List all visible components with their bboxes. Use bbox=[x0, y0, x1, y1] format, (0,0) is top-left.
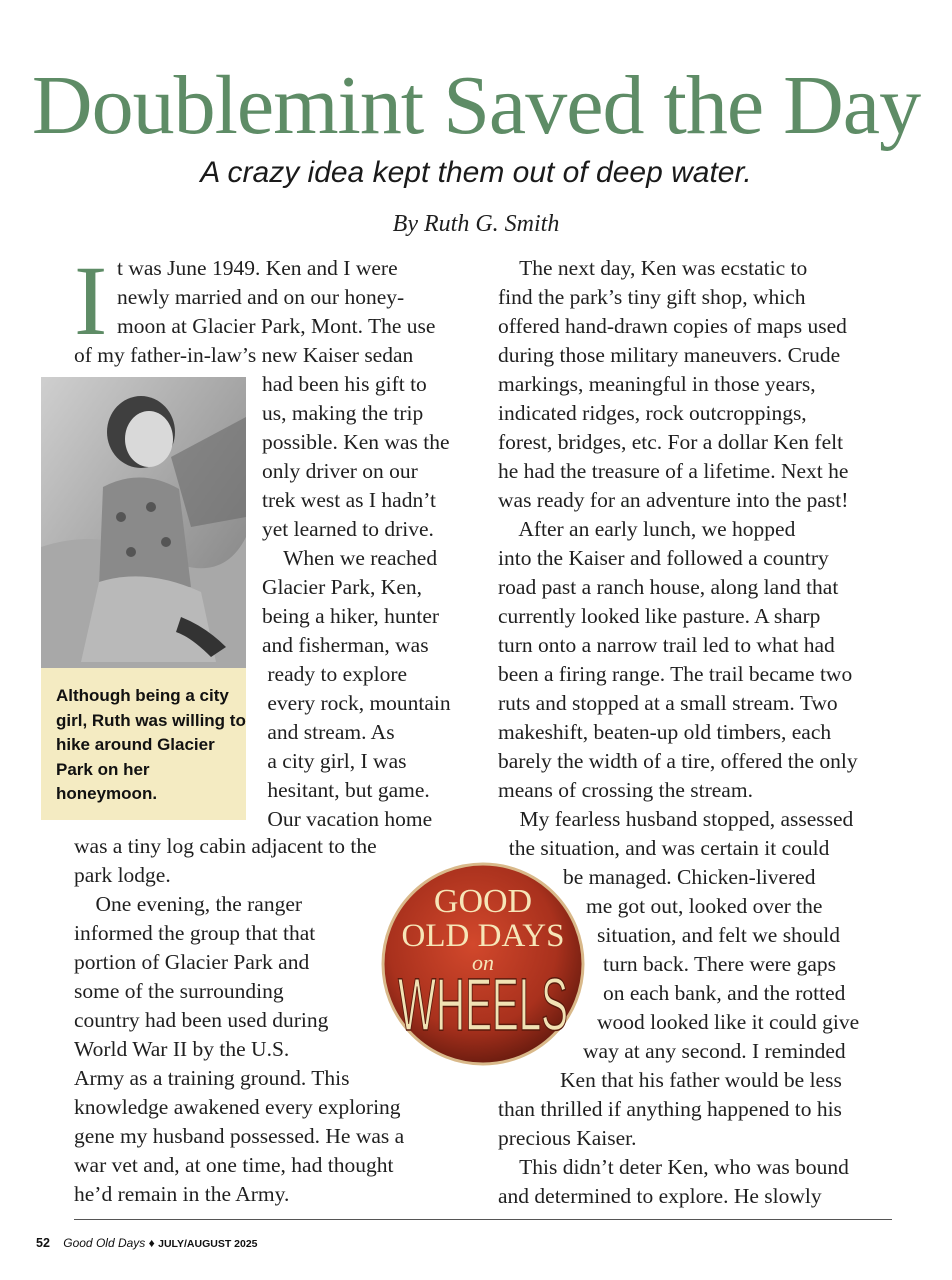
text-line: trek west as I hadn’t bbox=[262, 488, 436, 512]
drop-cap: I bbox=[74, 245, 108, 356]
text-line: t was June 1949. Ken and I were bbox=[117, 256, 398, 280]
text-line: currently looked like pasture. A sharp bbox=[498, 604, 821, 628]
article-title: Doublemint Saved the Day bbox=[31, 59, 921, 152]
text-line: been a firing range. The trail became two bbox=[498, 662, 853, 686]
right-wrap-5 bbox=[597, 1008, 859, 1037]
text-line: ruts and stopped at a small stream. Two bbox=[498, 691, 838, 715]
right-upper bbox=[498, 254, 858, 863]
text-line: he’d remain in the Army. bbox=[74, 1182, 290, 1206]
text-line: hesitant, but game. bbox=[262, 778, 430, 802]
text-line: offered hand-drawn copies of maps used bbox=[498, 314, 847, 338]
logo-line-4: WHEELS bbox=[398, 963, 568, 1046]
text-line: turn onto a narrow trail led to what had bbox=[498, 633, 835, 657]
text-line: and determined to explore. He slowly bbox=[498, 1184, 822, 1208]
good-old-days-on-wheels-logo bbox=[380, 860, 586, 1070]
right-lower bbox=[498, 1095, 849, 1211]
text-line: find the park’s tiny gift shop, which bbox=[498, 285, 806, 309]
text-line: some of the surrounding bbox=[74, 979, 284, 1003]
left-wrap bbox=[262, 370, 451, 834]
text-line: only driver on our bbox=[262, 459, 418, 483]
text-line: markings, meaningful in those years, bbox=[498, 372, 816, 396]
text-line: war vet and, at one time, had thought bbox=[74, 1153, 394, 1177]
text-line: After an early lunch, we hopped bbox=[498, 517, 796, 541]
right-wrap-6 bbox=[583, 1037, 846, 1066]
right-wrap-7 bbox=[560, 1066, 842, 1095]
footer-rule bbox=[74, 1219, 892, 1220]
text-line: turn back. There were gaps bbox=[603, 952, 837, 976]
text-line: the situation, and was certain it could bbox=[498, 836, 830, 860]
text-line: during those military maneuvers. Crude bbox=[498, 343, 841, 367]
text-line: he had the treasure of a lifetime. Next he bbox=[498, 459, 849, 483]
text-line: One evening, the ranger bbox=[74, 892, 303, 916]
text-line: Ken that his father would be less bbox=[560, 1068, 842, 1092]
text-line: every rock, mountain bbox=[262, 691, 451, 715]
text-line: gene my husband possessed. He was a bbox=[74, 1124, 405, 1148]
text-line: into the Kaiser and followed a country bbox=[498, 546, 829, 570]
issue-date: JULY/AUGUST 2025 bbox=[158, 1238, 258, 1250]
right-wrap-0 bbox=[563, 863, 816, 892]
text-line: informed the group that that bbox=[74, 921, 316, 945]
text-line: being a hiker, hunter bbox=[262, 604, 440, 628]
footer-separator: ♦ bbox=[148, 1236, 155, 1250]
text-line: knowledge awakened every exploring bbox=[74, 1095, 401, 1119]
text-line: makeshift, beaten-up old timbers, each bbox=[498, 720, 832, 744]
text-line: barely the width of a tire, offered the only bbox=[498, 749, 858, 773]
text-line: be managed. Chicken-livered bbox=[563, 865, 816, 889]
right-wrap-1 bbox=[586, 892, 822, 921]
text-line: me got out, looked over the bbox=[586, 894, 823, 918]
text-line: portion of Glacier Park and bbox=[74, 950, 310, 974]
photo-illustration bbox=[41, 377, 246, 668]
honeymoon-photo bbox=[41, 377, 246, 668]
text-line: road past a ranch house, along land that bbox=[498, 575, 839, 599]
text-line: moon at Glacier Park, Mont. The use bbox=[117, 314, 436, 338]
text-line: The next day, Ken was ecstatic to bbox=[498, 256, 808, 280]
text-line: had been his gift to bbox=[262, 372, 427, 396]
text-line: means of crossing the stream. bbox=[498, 778, 753, 802]
logo-line-1: GOOD bbox=[433, 883, 533, 920]
left-lower bbox=[74, 832, 404, 1209]
text-line: precious Kaiser. bbox=[498, 1126, 637, 1150]
text-line: a city girl, I was bbox=[262, 749, 407, 773]
article-subtitle: A crazy idea kept them out of deep water. bbox=[200, 156, 752, 189]
text-line: My fearless husband stopped, assessed bbox=[498, 807, 854, 831]
text-line: ready to explore bbox=[262, 662, 408, 686]
text-line: Glacier Park, Ken, bbox=[262, 575, 422, 599]
right-wrap-2 bbox=[597, 921, 840, 950]
text-line: Our vacation home bbox=[262, 807, 433, 831]
magazine-name: Good Old Days bbox=[63, 1236, 146, 1250]
page-number: 52 bbox=[36, 1236, 50, 1250]
text-line: on each bank, and the rotted bbox=[603, 981, 846, 1005]
text-line: and fisherman, was bbox=[262, 633, 429, 657]
text-line: way at any second. I reminded bbox=[583, 1039, 846, 1063]
text-line: When we reached bbox=[262, 546, 438, 570]
text-line: country had been used during bbox=[74, 1008, 329, 1032]
logo-line-3: on bbox=[472, 950, 494, 975]
byline: By Ruth G. Smith bbox=[392, 211, 560, 237]
text-line: us, making the trip bbox=[262, 401, 424, 425]
text-line: possible. Ken was the bbox=[262, 430, 450, 454]
text-line: Army as a training ground. This bbox=[74, 1066, 350, 1090]
text-line: World War II by the U.S. bbox=[74, 1037, 290, 1061]
text-line: than thrilled if anything happened to his bbox=[498, 1097, 842, 1121]
text-line: wood looked like it could give bbox=[597, 1010, 860, 1034]
text-line: of my father-in-law’s new Kaiser sedan bbox=[74, 343, 414, 367]
photo-caption: Although being a city girl, Ruth was willing to hike around Glacier Park on her honeymoon. bbox=[56, 686, 246, 803]
text-line: forest, bridges, etc. For a dollar Ken felt bbox=[498, 430, 844, 454]
left-intro-full bbox=[74, 341, 413, 370]
text-line: park lodge. bbox=[74, 863, 171, 887]
text-line: This didn’t deter Ken, who was bound bbox=[498, 1155, 849, 1179]
text-line: was ready for an adventure into the past! bbox=[498, 488, 849, 512]
logo-line-2: OLD DAYS bbox=[401, 918, 565, 954]
text-line: newly married and on our honey- bbox=[117, 285, 405, 309]
text-line: situation, and felt we should bbox=[597, 923, 841, 947]
right-wrap-4 bbox=[603, 979, 845, 1008]
text-line: yet learned to drive. bbox=[262, 517, 434, 541]
page-footer bbox=[36, 1236, 258, 1250]
text-line: was a tiny log cabin adjacent to the bbox=[74, 834, 377, 858]
text-line: and stream. As bbox=[262, 720, 395, 744]
left-intro bbox=[117, 254, 435, 341]
text-line: indicated ridges, rock outcroppings, bbox=[498, 401, 807, 425]
right-wrap-3 bbox=[603, 950, 836, 979]
